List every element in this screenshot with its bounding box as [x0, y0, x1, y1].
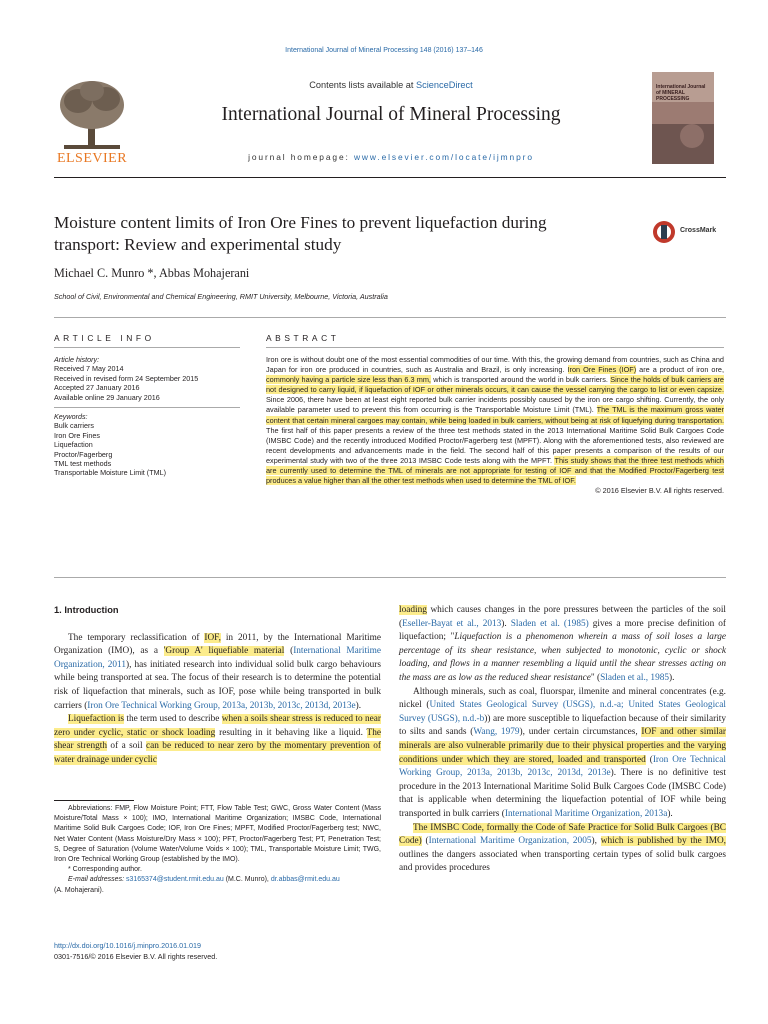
crossmark-badge[interactable] — [652, 218, 722, 246]
abstract-text: Iron ore is without doubt one of the most essential commodities of our time. With this, the growing demand from countries, such as China and Japan for iron ore produced in countries, such as Australia and Brazil, is only increasing. Iron Ore Fines (IOF) are a product of iron ore, commonly having a particle size less than 6.3 mm, which is transported around the world in bulk carriers. Since the holds of bulk carriers are not designed to carry liquid, if liquefaction of IOF or other minerals occurs, it can cause the vessel carrying the cargo to list or even capsize. Since 2006, there have been at least eight reported bulk carrier incidents possibly caused by the iron ore cargo shifting. Currently, the only available parameter used to prevent this from occurring is the Transportable Moisture Limit (TML). The TML is the maximum gross water content that certain mineral cargoes may contain, while being loaded in bulk carriers, without being at risk of liquefying during transportation. The first half of this paper presents a review of the three test methods stated in the 2013 International Maritime Solid Bulk Cargoes Code (IMSBC Code) and the recently introduced Modified Proctor/Fagerberg test (MPFT). Along with the aforementioned tests, also reviewed are recent developments and advancements made in the field. The second half of this paper presents a comparison of the results of our experimental study with two of the three 2013 IMSBC Code tests along with the MPFT. This study shows that the three test methods which are currently used to determine the TML of minerals are not appropriate for testing of IOF and that the Modified Proctor/Fagerberg test produces a value higher than all the other test methods when used to determine the TML of IOF. © 2016 Elsevier B.V. All rights reserved. — [266, 355, 725, 496]
body-column-2 — [399, 604, 726, 876]
info-rule — [54, 347, 240, 348]
issn-line: 0301-7516/© 2016 Elsevier B.V. All rights reserved. — [54, 951, 218, 961]
doi-link[interactable]: http://dx.doi.org/10.1016/j.minpro.2016.01.019 — [54, 941, 202, 950]
paragraph: The temporary reclassification of IOF, in 2011, by the International Maritime Organization (IMO), as a 'Group A' liquefiable material (International Maritime Organization, 2011), has initiated research into individual solid bulk cargo behaviours while being transported at sea. The focus of their research is to determine the potential risk of liquefaction that minerals, such as IOF, pose while being transported in bulk carriers (Iron Ore Technical Working Group, 2013a, 2013b, 2013c, 2013d, 2013e). — [54, 632, 381, 711]
footnote-rule — [54, 800, 134, 801]
journal-reference[interactable]: International Journal of Mineral Processing 148 (2016) 137–146 — [285, 47, 483, 54]
journal-homepage: journal homepage: www.elsevier.com/locate/ijmnpro — [248, 152, 534, 162]
citation-link[interactable]: International Maritime Organization, 2005 — [428, 836, 592, 847]
keyword: Bulk carriers — [54, 421, 94, 431]
affiliation-rule — [54, 317, 726, 318]
abstract-bottom-rule — [54, 577, 726, 578]
history-item: Received in revised form 24 September 2015 — [54, 373, 199, 383]
keyword: TML test methods — [54, 459, 112, 469]
abstract-rule — [266, 347, 724, 348]
keywords-label: Keywords: — [54, 412, 88, 422]
paragraph: loading which causes changes in the pore pressures between the particles of the soil (Eseller-Bayat et al., 2013). Sladen et al. (1985) gives a more precise definition of liquefaction; "Liquefaction is a phenomenon wherein a mass of soil loses a large percentage of its shear resistance, when subjected to monotonic, cyclic or shock loading, and flows in a manner resembling a liquid until the shear stresses acting on the mass are as low as the reduced shear resistance" (Sladen et al., 1985). — [399, 605, 727, 683]
citation-link[interactable]: Eseller-Bayat et al., 2013 — [402, 618, 502, 629]
history-item: Received 7 May 2014 — [54, 364, 124, 374]
citation-link[interactable]: Sladen et al., 1985 — [600, 672, 670, 683]
copyright: © 2016 Elsevier B.V. All rights reserved. — [595, 486, 724, 496]
paragraph: Liquefaction is the term used to describe when a soils shear stress is reduced to near zero under cyclic, static or shock loading resulting in it behaving like a liquid. The shear strength of a soil can be reduced to near zero by the momentary prevention of water drainage under cyclic — [54, 714, 381, 765]
citation-link[interactable]: Wang, 1979 — [473, 727, 520, 738]
elsevier-logo — [54, 75, 130, 165]
info-divider — [54, 407, 240, 408]
citation-link[interactable]: United States Geological Survey (USGS), n.d.-a; United States Geological Survey (USGS), n.d.-b — [399, 700, 726, 724]
email-addresses: E-mail addresses: s3165374@student.rmit.edu.au (M.C. Munro), dr.abbas@rmit.edu.au (A. Mohajerani). — [54, 876, 340, 894]
keyword: Transportable Moisture Limit (TML) — [54, 468, 166, 478]
article-info — [54, 355, 240, 478]
article-info-heading: ARTICLE INFO — [54, 333, 155, 343]
corresponding-author: * Corresponding author. — [68, 866, 142, 874]
abbreviations: Abbreviations: FMP, Flow Moisture Point; FTT, Flow Table Test; GWC, Gross Water Content (Mass Moisture/Total Mass × 100); IMO, International Maritime Organization; IMSBC Code, International Maritime Solid Bulk Cargoes Code; IOF, Iron Ore Fines; MPFT, Modified Proctor/Fagerberg test; NWC, Net Water Content (Mass Moisture/Dry Mass × 100); PFT, Proctor/Fagerberg Test; PT, Penetration Test; S, Degree of Saturation (Volume Water/Volume Voids × 100); TML, Transportable Moisture Limit; TWG, Iron Ore Technical Working Group (established by the IMO). — [54, 805, 381, 864]
affiliation: School of Civil, Environmental and Chemical Engineering, RMIT University, Melbourne, Victoria, Australia — [54, 292, 388, 301]
journal-cover-image[interactable] — [652, 72, 714, 164]
publisher-name: ELSEVIER — [56, 151, 128, 166]
journal-title: International Journal of Mineral Processing — [221, 104, 561, 125]
footnotes — [54, 804, 381, 896]
keyword: Liquefaction — [54, 440, 93, 450]
section-heading: 1. Introduction — [54, 605, 119, 615]
history-item: Accepted 27 January 2016 — [54, 383, 140, 393]
keyword: Iron Ore Fines — [54, 430, 100, 440]
paragraph: The IMSBC Code, formally the Code of Safe Practice for Solid Bulk Cargoes (BC Code) (International Maritime Organization, 2005), which is published by the IMO, outlines the dangers associated when transporting certain types of solid bulk cargoes and provides procedures — [399, 822, 726, 874]
article-title: Moisture content limits of Iron Ore Fines to prevent liquefaction during transport: Review and experimental study — [54, 213, 547, 254]
email-link[interactable]: s3165374@student.rmit.edu.au — [125, 876, 224, 884]
history-label: Article history: — [54, 355, 100, 364]
homepage-link[interactable]: www.elsevier.com/locate/ijmnpro — [353, 152, 534, 162]
citation-link[interactable]: Iron Ore Technical Working Group, 2013a, 2013b, 2013c, 2013d, 2013e — [87, 700, 356, 711]
cover-title: International Journal of MINERAL PROCESSING — [656, 84, 706, 102]
doi-block — [54, 941, 217, 962]
contents-line: Contents lists available at ScienceDirect — [309, 80, 473, 90]
citation-link[interactable]: Iron Ore Technical Working Group, 2013a, 2013b, 2013c, 2013d, 2013e — [399, 754, 726, 779]
citation-link[interactable]: International Maritime Organization, 2011 — [54, 646, 381, 670]
crossmark-icon — [652, 220, 676, 244]
keyword: Proctor/Fagerberg — [54, 449, 113, 459]
history-item: Available online 29 January 2016 — [54, 392, 160, 402]
body-column-1 — [54, 604, 381, 768]
authors: Michael C. Munro *, Abbas Mohajerani — [54, 266, 250, 280]
paragraph: Although minerals, such as coal, fluorspar, ilmenite and mineral concentrates (e.g. nickel (United States Geological Survey (USGS), n.d.-a; United States Geological Survey (USGS), n.d.-b)) are more susceptible to liquefaction because of their similarity to silts and sands (Wang, 1979), under certain circumstances, IOF and other similar minerals are also vulnerable primarily due to their physical properties and the varying conditions under which they are stored, loaded and transported (Iron Ore Technical Working Group, 2013a, 2013b, 2013c, 2013d, 2013e). There is no definitive test procedure in the 2013 International Maritime Solid Bulk Cargoes Code (IMSBC Code) that is applicable when determining the liquefaction potential of IOF while being transported in bulk carriers (International Maritime Organization, 2013a). — [399, 686, 727, 819]
citation-link[interactable]: Sladen et al. (1985) — [510, 618, 589, 629]
citation-link[interactable]: International Maritime Organization, 2013a — [504, 808, 668, 819]
header-rule — [54, 177, 726, 178]
sciencedirect-link[interactable]: ScienceDirect — [416, 80, 473, 90]
abstract-heading: ABSTRACT — [266, 333, 340, 343]
crossmark-label: CrossMark — [680, 227, 717, 234]
email-link[interactable]: dr.abbas@rmit.edu.au — [270, 876, 340, 884]
